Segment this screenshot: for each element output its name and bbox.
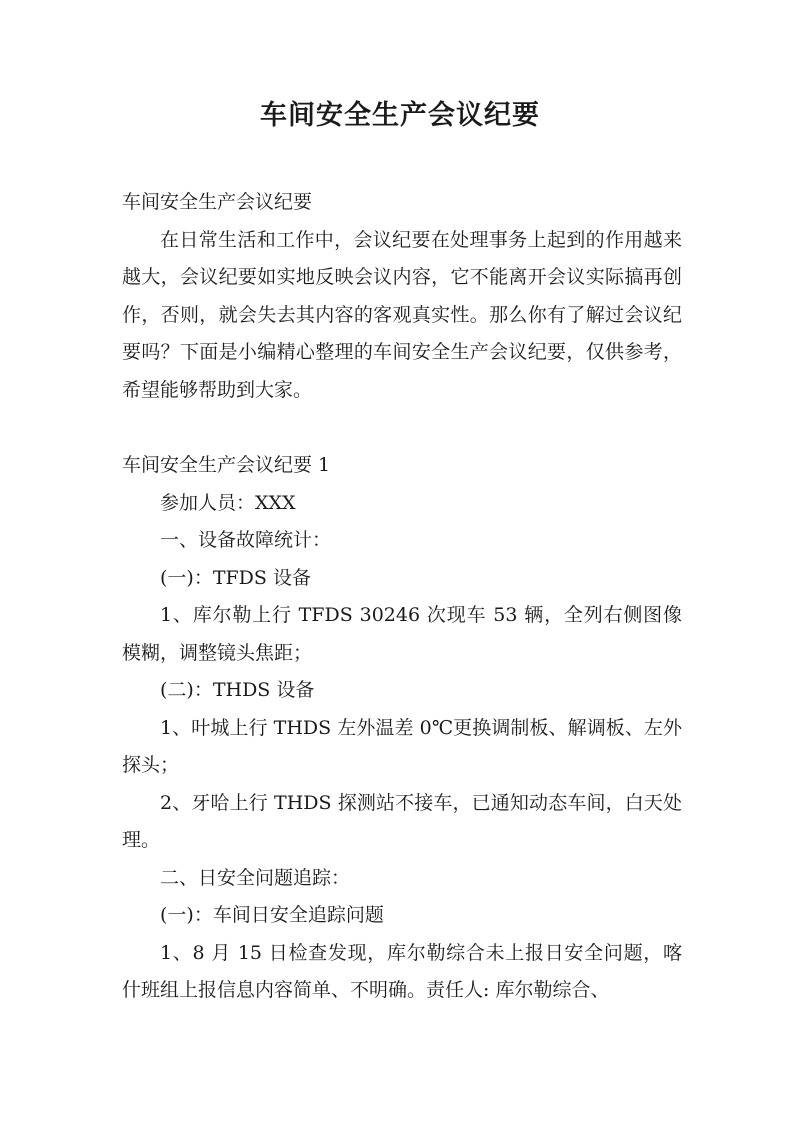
section-one-heading: 一、设备故障统计：	[160, 529, 332, 551]
paragraph-gap	[122, 409, 682, 447]
intro-paragraph: 在日常生活和工作中，会议纪要在处理事务上起到的作用越来越大，会议纪要如实地反映会议内容，它不能离开会议实际搞再创作，否则，就会失去其内容的客观真实性。那么你有了解过会议纪要吗？下面是小编精心整理的车间安全生产会议纪要，仅供参考，希望能够帮助到大家。	[122, 228, 682, 401]
section-two-heading: 二、日安全问题追踪：	[160, 866, 351, 889]
workshop-issues-heading: (一)：车间日安全追踪问题	[160, 904, 384, 926]
attendees-line: 参加人员：XXX	[160, 491, 296, 514]
document-title: 车间安全生产会议纪要	[260, 100, 540, 131]
thds-item-1: 1、叶城上行 THDS 左外温差 0℃更换调制板、解调板、左外探头；	[122, 716, 682, 776]
document-body	[122, 184, 682, 1010]
tfds-item-1: 1、库尔勒上行 TFDS 30246 次现车 53 辆，全列右侧图像模糊，调整镜头焦距；	[122, 604, 682, 664]
workshop-issue-1: 1、8 月 15 日检查发现，库尔勒综合未上报日安全问题，喀什班组上报信息内容简单、不明确。责任人: 库尔勒综合、	[122, 941, 682, 1001]
thds-heading: (二)：THDS 设备	[160, 679, 315, 701]
subsection-heading: 车间安全生产会议纪要 1	[122, 454, 331, 476]
tfds-heading: (一)：TFDS 设备	[160, 566, 311, 589]
section-heading: 车间安全生产会议纪要	[122, 191, 313, 213]
thds-item-2: 2、牙哈上行 THDS 探测站不接车，已通知动态车间，白天处理。	[122, 791, 682, 851]
